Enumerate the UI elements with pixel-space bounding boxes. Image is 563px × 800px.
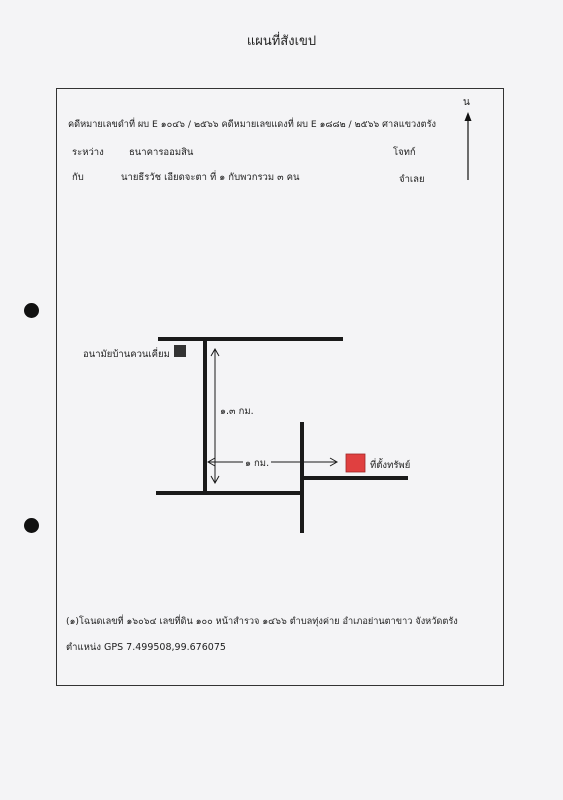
case-number-line: คดีหมายเลขดำที่ ผบ E ๑๐๔๖ / ๒๕๖๖ คดีหมายเลขแดงที่ ผบ E ๑๘๘๒ / ๒๕๖๖ ศาลแขวงตรัง xyxy=(68,119,437,130)
page-title: แผนที่สังเขป xyxy=(246,34,317,49)
property-label: ที่ตั้งทรัพย์ xyxy=(370,460,411,471)
plaintiff-name: ธนาคารออมสิน xyxy=(129,147,194,158)
distance-horizontal-label: ๑ กม. xyxy=(245,458,270,469)
with-label: กับ xyxy=(72,172,84,183)
defendant-role: จำเลย xyxy=(399,174,425,185)
plaintiff-role: โจทก์ xyxy=(393,147,416,158)
between-label: ระหว่าง xyxy=(72,147,104,158)
defendant-name: นายธีรวัช เอียดจะตา ที่ ๑ กับพวกรวม ๓ คน xyxy=(121,172,300,183)
landmark-label: อนามัยบ้านควนเคี่ยม xyxy=(83,349,170,360)
north-label: น xyxy=(463,97,470,108)
property-marker-icon xyxy=(346,454,365,472)
gps-line: ตำแหน่ง GPS 7.499508,99.676075 xyxy=(66,642,226,653)
distance-vertical-label: ๑.๓ กม. xyxy=(220,406,254,417)
deed-line: (๑)โฉนดเลขที่ ๑๖๐๖๔ เลขที่ดิน ๑๐๐ หน้าสำรวจ ๑๔๖๖ ตำบลทุ่งค่าย อำเภอย่านตาขาว จังหวัดตรัง xyxy=(66,616,458,627)
landmark-marker-icon xyxy=(174,345,186,357)
